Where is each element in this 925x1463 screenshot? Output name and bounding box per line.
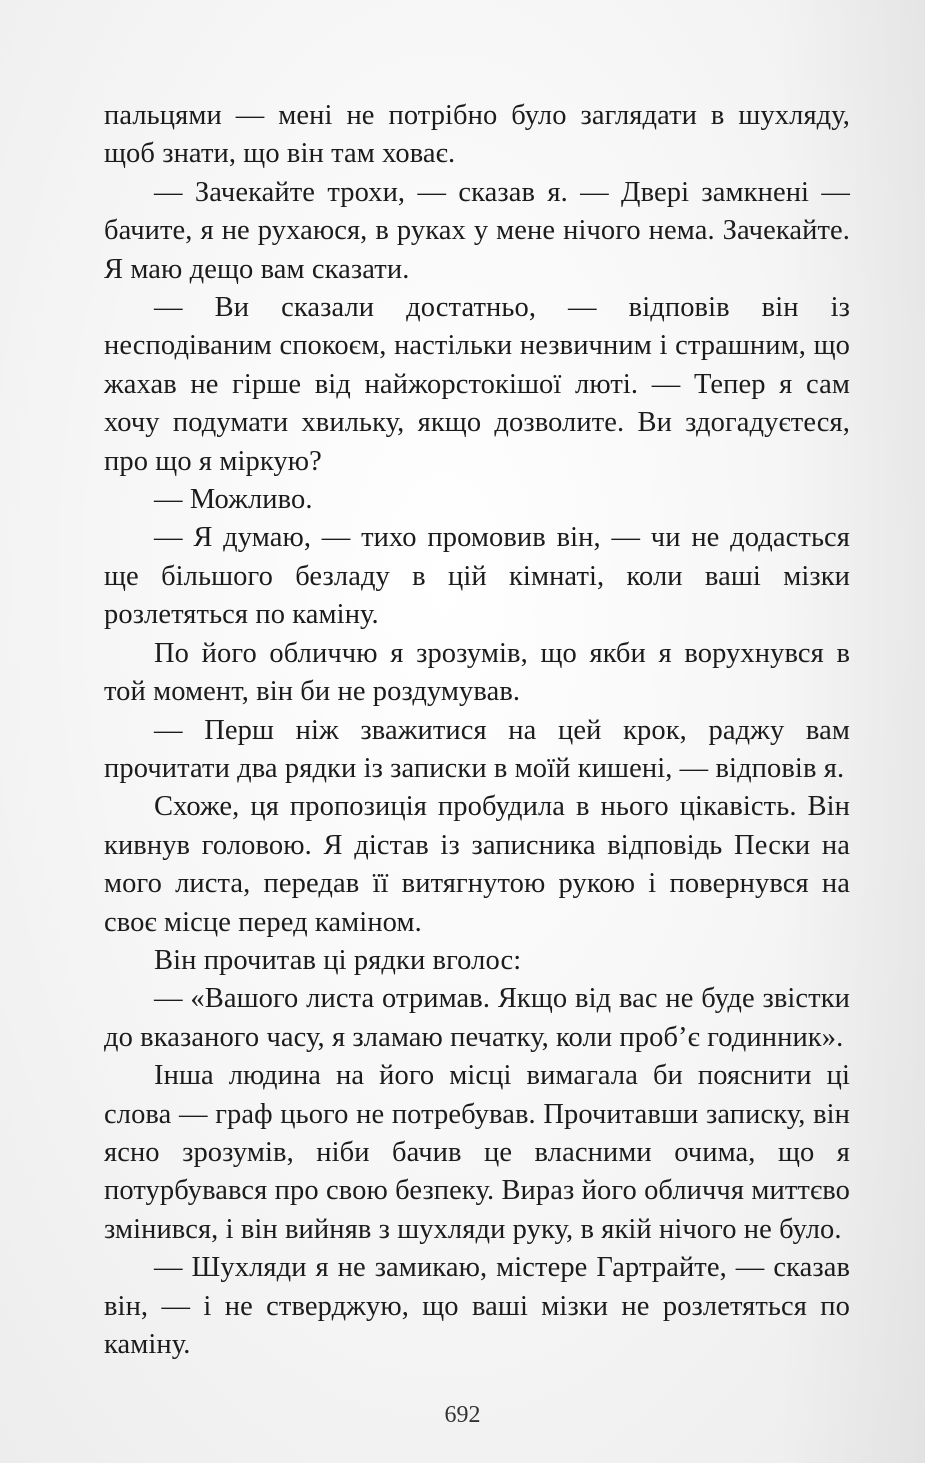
page-number: 692	[444, 1402, 481, 1428]
paragraph: Він прочитав ці рядки вголос:	[154, 944, 522, 976]
paragraph: По його обличчю я зрозумів, що якби я ворухнувся в той момент, він би не роздумував.	[104, 637, 850, 708]
paragraph: Інша людина на його місці вимагала би пояснити ці слова — граф цього не потребував. Прочитавши записку, він ясно зрозумів, ніби бачив це власними очима, що я потурбувався про свою безпеку. Вираз його обличчя миттєво змінився, і він вийняв з шухляди руку, в якій нічого не було.	[104, 1060, 850, 1245]
paragraph: — Шухляди я не замикаю, містере Гартрайте, — сказав він, — і не стверджую, що ваші мізки не розлетяться по каміну.	[104, 1252, 850, 1360]
paragraph: — Зачекайте трохи, — сказав я. — Двері замкнені — бачите, я не рухаюся, в руках у мене нічого нема. Зачекайте. Я маю дещо вам сказати.	[104, 176, 850, 285]
paragraph: — Можливо.	[154, 484, 313, 516]
paragraph: Схоже, ця пропозиція пробудила в нього цікавість. Він кивнув головою. Я дістав із записника відповідь Пески на мого листа, передав її витягнутою рукою і повернувся на своє місце перед каміном.	[104, 791, 850, 938]
body-text	[104, 97, 850, 1364]
paragraph: — Ви сказали достатньо, — відповів він із несподіваним спокоєм, настільки незвичним і страшним, що жахав не гірше від найжорстокішої люті. — Тепер я сам хочу подумати хвильку, якщо дозволите. Ви здогадуєтеся, про що я міркую?	[104, 292, 850, 477]
paragraph: — Я думаю, — тихо промовив він, — чи не додасться ще більшого безладу в цій кімнаті, коли ваші мізки розлетяться по каміну.	[104, 522, 850, 631]
paragraph: — Перш ніж зважитися на цей крок, раджу вам прочитати два рядки із записки в моїй кишені, — відповів я.	[104, 714, 850, 784]
paragraph: — «Вашого листа отримав. Якщо від вас не буде звістки до вказаного часу, я зламаю печатку, коли проб’є годинник».	[104, 983, 850, 1053]
paragraph: пальцями — мені не потрібно було заглядати в шухляду, щоб знати, що він там ховає.	[104, 100, 850, 170]
